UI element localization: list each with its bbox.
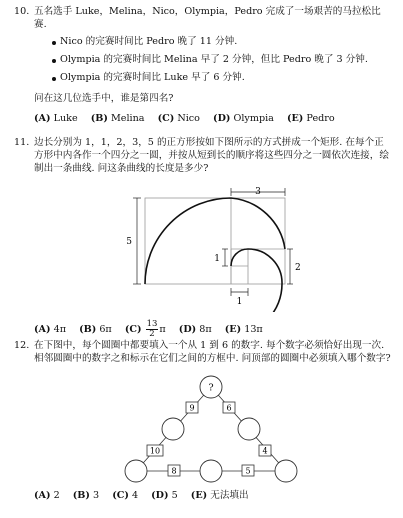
choice-c[interactable]: (C) $\frac{13}{2}$ π	[124, 319, 166, 339]
fact-list	[14, 36, 393, 85]
circle-bottom-right[interactable]	[275, 460, 297, 482]
question-11	[14, 137, 393, 176]
answer-choices	[34, 490, 393, 503]
fact-item: Olympia 的完赛时间比 Melina 早了 2 分钟，但比 Pedro 晚了 3 分钟.	[14, 54, 393, 67]
choice-a[interactable]: (A) 4π	[34, 323, 67, 335]
question-11-choices	[14, 313, 393, 339]
label-right: 2	[295, 263, 301, 273]
circle-bottom-middle[interactable]	[200, 460, 222, 482]
fact-item: Olympia 的完赛时间比 Luke 早了 6 分钟.	[14, 72, 393, 85]
circle-mid-left[interactable]	[162, 418, 184, 440]
top-circle-mark: ?	[208, 382, 214, 394]
box-right-upper: 6	[226, 403, 232, 413]
choice-d[interactable]: (D) Olympia	[213, 112, 274, 124]
choice-c[interactable]: (C) 4	[112, 490, 139, 501]
question-12	[14, 340, 393, 366]
circle-triangle-figure	[110, 372, 300, 494]
question-number: 12.	[14, 340, 30, 351]
question-number: 11.	[14, 137, 30, 148]
question-prompt: 问在这几位选手中，谁是第四名?	[34, 92, 174, 104]
box-left-lower: 10	[149, 446, 161, 456]
choice-e[interactable]: (E) 无法填出	[190, 490, 249, 501]
choice-a[interactable]: (A) Luke	[34, 112, 78, 124]
question-12-choices	[14, 490, 393, 503]
answer-choices	[34, 113, 393, 126]
connector-lines	[136, 387, 286, 471]
choice-b[interactable]: (B) Melina	[90, 112, 145, 124]
question-text: 边长分别为 1，1，2，3，5 的正方形按如下图所示的方式拼成一个矩形. 在每个正方形中内各作一个四分之一圆，并按从短到长的顺序将这些四分之一圆依次连接，绘制出一条曲线. 问这条曲线的长度是多少?	[34, 137, 389, 174]
label-top: 3	[255, 187, 261, 197]
box-right-lower: 4	[262, 446, 268, 456]
answer-choices	[34, 320, 393, 339]
choice-e[interactable]: (E) 13π	[224, 323, 263, 335]
fraction: $\frac{13}{2}$	[146, 319, 158, 339]
choice-e[interactable]: (E) Pedro	[286, 112, 335, 124]
choice-d[interactable]: (D) 5	[151, 490, 178, 501]
circle-mid-right[interactable]	[238, 418, 260, 440]
question-10	[14, 6, 393, 126]
label-bottom: 1	[236, 297, 243, 307]
question-intro: 五名选手 Luke，Melina，Nico，Olympia，Pedro 完成了一场艰苦的马拉松比赛.	[34, 6, 381, 30]
choice-c[interactable]: (C) Nico	[157, 112, 200, 124]
box-left-upper: 9	[189, 403, 195, 413]
label-mid-left: 1	[214, 254, 220, 264]
choice-a[interactable]: (A) 2	[34, 490, 60, 501]
question-number: 10.	[14, 6, 30, 17]
question-text: 在下图中，每个圆圈中都要填入一个从 1 到 6 的数字. 每个数字必须恰好出现一次. 相邻圆圈中的数字之和标示在它们之间的方框中. 问顶部的圆圈中必须填入哪个数字?	[34, 340, 391, 364]
choice-b[interactable]: (B) 3	[72, 490, 100, 501]
dimension-lines	[133, 188, 293, 296]
fact-item: Nico 的完赛时间比 Pedro 晚了 11 分钟.	[14, 36, 393, 49]
choice-d[interactable]: (D) 8π	[178, 323, 212, 335]
box-bottom-left: 8	[171, 466, 177, 476]
choice-b[interactable]: (B) 6π	[79, 323, 112, 335]
fibonacci-spiral-figure	[115, 182, 315, 312]
box-bottom-right: 5	[245, 466, 251, 476]
circle-bottom-left[interactable]	[125, 460, 147, 482]
label-left: 5	[126, 237, 132, 247]
